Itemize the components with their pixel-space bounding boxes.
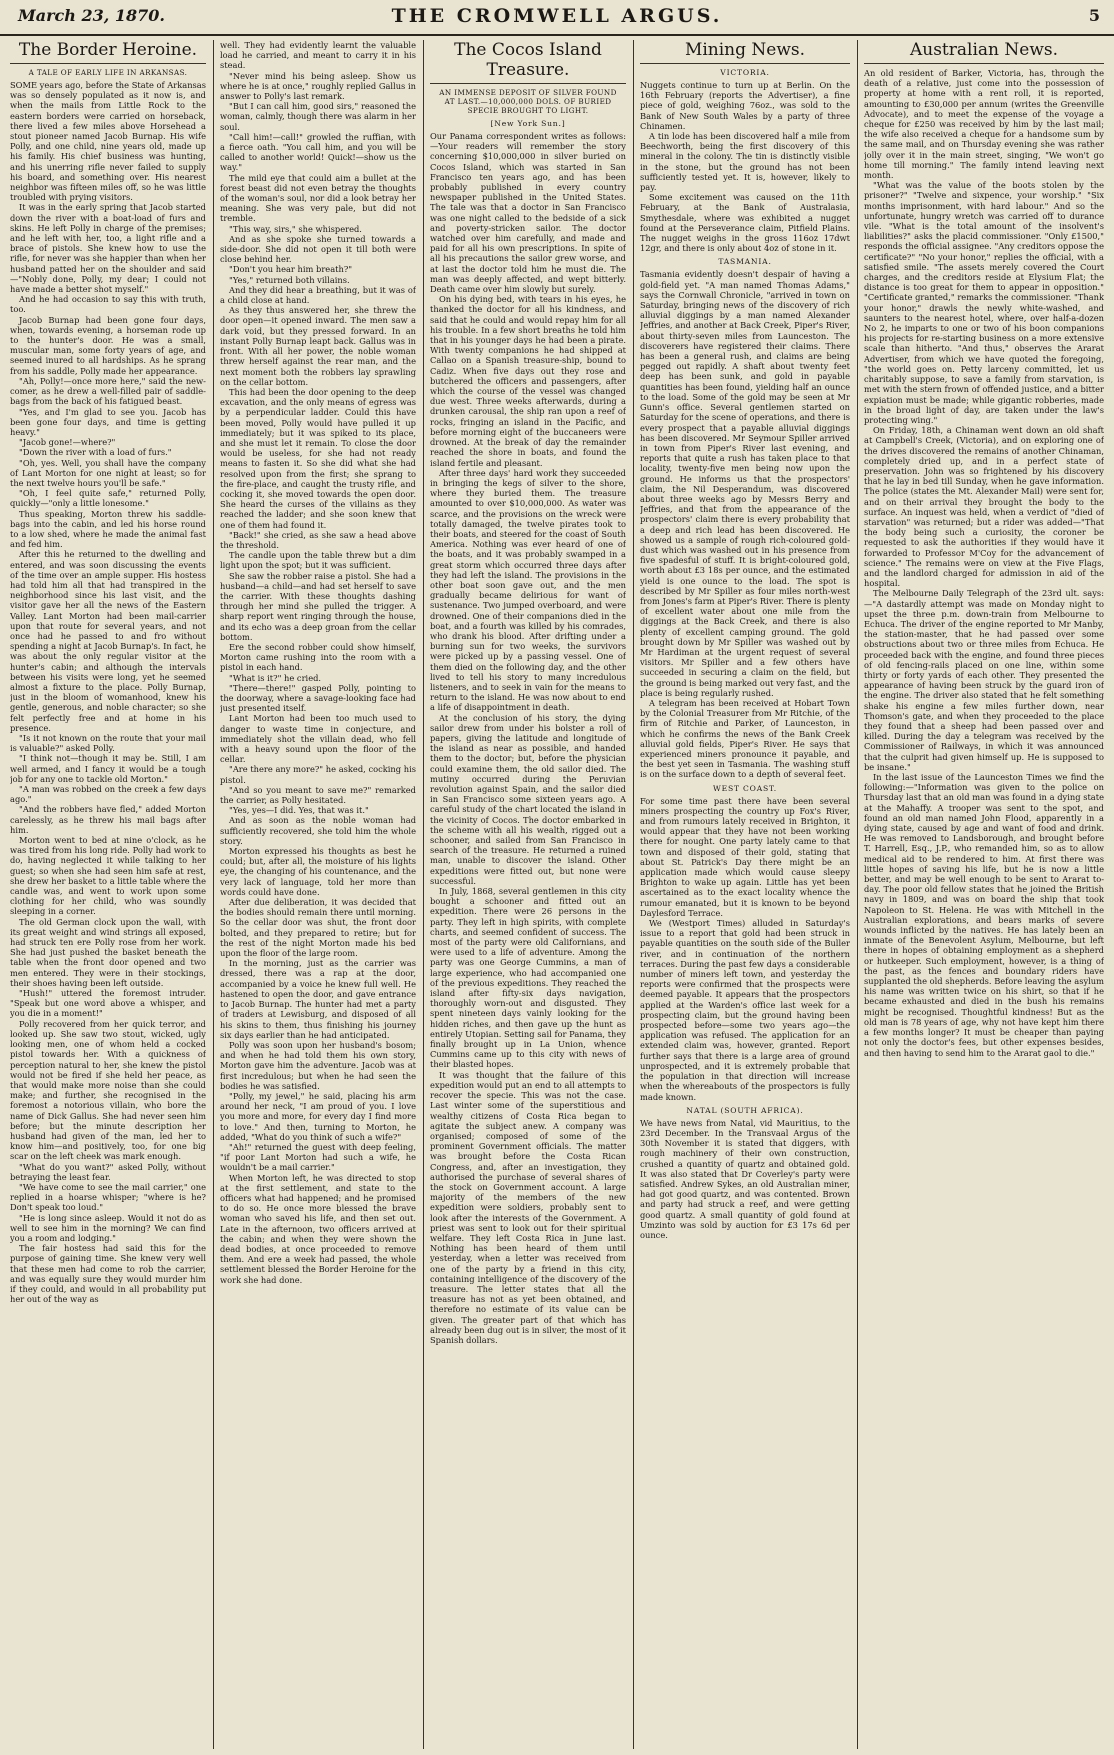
paragraph: This had been the door opening to the deep excavation, and the only means of egress was by a perpendicular ladder. Could this have been moved, Polly would have pulled it up immediately; but it was spiked to its place, and she must let it remain. To close the door would be useless, for she had not ready means to fasten it. So she did what she had resolved upon from the first; she sprang to the fire-place, and caught the trusty rifle, and cocking it, she moved towards the open door. She heard the curses of the villains as they reached the ladder; and she soon knew that one of them had found it.	[220, 386, 416, 530]
paragraph: We (Westport Times) alluded in Saturday's issue to a report that gold had been struck in payable quantities on the south side of the Buller river, and in continuation of the northern terraces. During the past few days a considerable number of miners left town, and yesterday the reports were confirmed that the prospects were deemed payable. It appears that the prospectors applied at the Warden's office last week for a prospecting claim, but the ground having been prospected before—some two years ago—the application was refused. The application for an extended claim was, however, granted. Report further says that there is a large area of ground unprospected, and it is extremely probable that the population in that direction will increase when the whereabouts of the prospectors is fully made known.	[640, 918, 850, 1102]
section-heading: WEST COAST.	[713, 783, 777, 793]
paragraph: As they thus answered her, she threw the door open—it opened inward. The men saw a dark void, but they pressed forward. In an instant Polly Burnap leapt back. Gallus was in front. With all her power, the noble woman threw herself against the rear man, and the next moment both the robbers lay sprawling on the cellar bottom.	[220, 305, 416, 387]
paragraph: In the last issue of the Launceston Times we find the following:—"Information was given to the police on Thursday last that an old man was found in a dying state at the Mahaffy. A trooper was sent to the spot, and found an old man named John Flood, apparently in a dying state, caused by age and want of food and drink. He was removed to Landsborough, and brought before T. Harrell, Esq., J.P., who remanded him, so as to allow medical aid to be rendered to him. At first there was little hopes of saving his life, but he is now a little better, and may be well enough to be sent to Ararat to-day. The poor old fellow states that he joined the British navy in 1809, and was on board the ship that took Napoleon to St. Helena. He was with Mitchell in the Australian explorations, and bears marks of severe wounds inflicted by the natives. He has lately been an inmate of the Benevolent Asylum, Melbourne, but left there in hopes of obtaining employment as a shepherd or hutkeeper. Such employment, however, is a thing of the past, as the fences and boundary riders have supplanted the old shepherds. Before leaving the asylum his name was written twice on his shirt, so that if he became exhausted and died in the bush his remains might be recognised. Thoughtful kindness! But as the old man is 78 years of age, why not have kept him there a few months longer? It must be cheaper than paying not only the doctor's fees, but other expenses besides, and then having to send him to the Ararat gaol to die."	[864, 772, 1104, 1058]
paragraph: In the morning, just as the carrier was dressed, there was a rap at the door, accompanied by a voice he knew full well. He hastened to open the door, and gave entrance to Jacob Burnap. The hunter had met a party of traders at Lewisburg, and disposed of all his skins to them, thus finishing his journey six days earlier than he had anticipated.	[220, 958, 416, 1040]
issue-date: March 23, 1870.	[18, 6, 165, 25]
section-heading: NATAL (SOUTH AFRICA).	[686, 1105, 804, 1115]
masthead	[0, 0, 1114, 36]
paragraph: "Back!" she cried, as she saw a head above the threshold.	[220, 529, 416, 550]
paragraph: After due deliberation, it was decided that the bodies should remain there until morning. So the cellar door was shut, the front door bolted, and they prepared to retire; but for the rest of the night Morton made his bed upon the floor of the large room.	[220, 897, 416, 959]
page-number: 5	[1088, 6, 1100, 25]
column-divider	[857, 40, 858, 1749]
paragraph: After this he returned to the dwelling and entered, and was soon discussing the events of the time over an ample supper. His hostess had told him all that had transpired in the neighborhood since his last visit, and the visitor gave her all the news of the Eastern Valley. Lant Morton had been mail-carrier upon that route for several years, and not once had he passed to and fro without spending a night at Jacob Burnap's. In fact, he was about the only regular visitor at the hunter's cabin; and although the intervals between his visits were long, yet he seemed almost a fixture to the place. Polly Burnap, just in the bloom of womanhood, knew his gentle, generous, and noble character; so she felt perfectly free and at home in his presence.	[10, 549, 206, 733]
paragraph: "What do you want?" asked Polly, without betraying the least fear.	[10, 1161, 206, 1182]
column-cocos-island	[430, 40, 626, 1749]
paragraph: "A man was robbed on the creek a few days ago."	[10, 784, 206, 805]
paragraph: Polly was soon upon her husband's bosom; and when he had told them his own story, Morton gave him the adventure. Jacob was at first incredulous; but when he had seen the bodies he was satisfied.	[220, 1039, 416, 1091]
column-border-heroine-continued	[220, 40, 416, 1749]
column-divider	[213, 40, 214, 1749]
paragraph: It was thought that the failure of this expedition would put an end to all attempts to recover the specie. This was not the case. Last winter some of the superstitious and wealthy citizens of Costa Rica began to agitate the subject anew. A company was organised; composed of some of the prominent Government officials. The matter was brought before the Costa Rican Congress, and, after an investigation, they authorised the purchase of several shares of the stock on Government account. A large majority of the members of the new expedition were soldiers, probably sent to look after the interests of the Government. A priest was sent to look out for their spiritual welfare. They left Costa Rica in June last. Nothing has been heard of them until yesterday, when a letter was received from one of the party by a friend in this city, containing intelligence of the discovery of the treasure. The letter states that all the treasure has not as yet been obtained, and therefore no estimate of its value can be given. The greater part of that which has already been dug out is in silver, the most of it Spanish dollars.	[430, 1069, 626, 1345]
paragraph: Morton went to bed at nine o'clock, as he was tired from his long ride. Polly had work to do, having neglected it while talking to her guest; so when she had seen him safe at rest, she drew her basket to a little table where the candle was, and went to work upon some clothing for her child, who was soundly sleeping in a corner.	[10, 835, 206, 917]
paragraph: When Morton left, he was directed to stop at the first settlement, and state to the officers what had happened; and he promised to do so. He once more blessed the brave woman who saved his life, and then set out. Late in the afternoon, two officers arrived at the cabin; and when they were shown the dead bodies, at once proceeded to remove them. And ere a week had passed, the whole settlement blessed the Border Heroine for the work she had done.	[220, 1172, 416, 1285]
paragraph: Polly recovered from her quick terror, and looked up. She saw two stout, wicked, ugly looking men, one of whom held a cocked pistol towards her. With a quickness of perception natural to her, she knew the pistol would not be fired if she held her peace, as that would make more noise than she could make; and further, she recognised in the foremost a notorious villain, who bore the name of Dick Gallus. She had never seen him before; but the minute description her husband had given of the man, led her to know him—and positively, too, for one big scar on the left cheek was mark enough.	[10, 1018, 206, 1162]
paragraph: And they did hear a breathing, but it was of a child close at hand.	[220, 284, 416, 306]
paragraph: "I think not—though it may be. Still, I am well armed, and I fancy it would be a tough job for any one to tackle old Morton."	[10, 753, 206, 784]
paragraph: The fair hostess had said this for the purpose of gaining time. She knew very well that these men had come to rob the carrier, and was equally sure they would murder him if they could, and would in all probability put her out of the way as	[10, 1243, 206, 1305]
paragraph: "This way, sirs," she whispered.	[229, 223, 362, 234]
column-australian-news	[864, 40, 1104, 1749]
section-heading: VICTORIA.	[720, 68, 770, 77]
paragraph: Thus speaking, Morton threw his saddle-bags into the cabin, and led his horse round to a low shed, where he made the animal fast and fed him.	[10, 508, 206, 550]
paragraph: "Don't you hear him breath?"	[229, 264, 353, 275]
paragraph: The old German clock upon the wall, with its great weight and wind strings all exposed, had struck ten ere Polly rose from her work. She had just pushed the basket beneath the table when the front door opened and two men entered. They were in their stockings, their shoes having been left outside.	[10, 916, 206, 988]
paragraph: It was in the early spring that Jacob started down the river with a boat-load of furs and skins. He left Polly in charge of the premises; and he left with her, too, a light rifle and a brace of pistols. She knew how to use the rifle, for never was she happier than when her husband patted her on the shoulder and said—"Nobly done, Polly, my dear; I could not have made a better shot myself."	[10, 202, 206, 295]
paragraph: "Polly, my jewel," he said, placing his arm around her neck, "I am proud of you. I love you more and more, for every day I find more to love." And then, turning to Morton, he added, "What do you think of such a wife?"	[220, 1090, 416, 1142]
paragraph: "But I can call him, good sirs," reasoned the woman, calmly, though there was alarm in her soul.	[220, 101, 416, 132]
paragraph: Some excitement was caused on the 11th February, at the Bank of Australasia, Smythesdale, where was exhibited a nugget found at the Perseverance claim, Pitfield Plains. The nugget weighs in the gross 116oz 17dwt 12gr, and there is only about 4oz of stone in it.	[640, 192, 850, 254]
column-border-heroine	[10, 40, 206, 1749]
paragraph: "What is it?" he cried.	[229, 672, 322, 683]
column-divider	[633, 40, 634, 1749]
paragraph: On Friday, 18th, a Chinaman went down an old shaft at Campbell's Creek, (Victoria), and on exploring one of the drives discovered the remains of another Chinaman, completely dried up, and in a perfect state of preservation. John was so frightened by his discovery that he lay in bed till Sunday, when he gave information. The police (states the Mt. Alexander Mail) were sent for, and on their arrival they brought the body to the surface. An inquest was held, when a verdict of "died of starvation" was returned; but a rider was added—"That the body being such a curiosity, the coroner be requested to ask the authorities if they would have it forwarded to Professor M'Coy for the advancement of science." The remains were on view at the Five Flags, and the landlord charged for admission in aid of the hospital.	[864, 425, 1104, 589]
paragraph: "Hush!" uttered the foremost intruder. "Speak but one word above a whisper, and you die in a moment!"	[10, 988, 206, 1019]
paragraph: A tin lode has been discovered half a mile from Beechworth, being the first discovery of this mineral in the colony. The tin is distinctly visible in the stone, but the ground has not been sufficiently tested yet. It is, however, likely to pay.	[640, 131, 850, 193]
paragraph: "Yes, yes—I did. Yes, that was it."	[229, 805, 369, 816]
article-body	[220, 40, 416, 1285]
paragraph: "Ah, Polly!—once more here," said the new-comer, as he drew a well-filled pair of saddle-bags from the back of his fatigued beast.	[10, 375, 206, 407]
paragraph: "Ah!" returned the guest with deep feeling, "if poor Lant Morton had such a wife, he wouldn't be a mail carrier."	[220, 1141, 416, 1173]
paragraph: "He is long since asleep. Would it not do as well to see him in the morning? We can find you a room and lodging."	[10, 1212, 206, 1243]
paragraph: "Oh, I feel quite safe," returned Polly, quickly—"only a little lonesome."	[10, 488, 206, 509]
paragraph: Our Panama correspondent writes as follows:—Your readers will remember the story concerning $10,000,000 in silver buried on Cocos Island, which was started in San Francisco ten years ago, and has been probably published in every country newspaper published in the United States. The tale was that a doctor in San Francisco was one night called to the bedside of a sick and poverty-stricken sailor. The doctor watched over him carefully, and made and paid for all his own prescriptions. In spite of all his precautions the sailor grew worse, and at last the doctor told him he must die. The man was deeply affected, and wept bitterly. Death came over him slowly but surely.	[430, 131, 626, 295]
paragraph: Morton expressed his thoughts as best he could; but, after all, the moisture of his lights eye, the changing of his countenance, and the very lack of language, told her more than words could have done.	[220, 846, 416, 897]
article-subheading: AN IMMENSE DEPOSIT OF SILVER FOUND AT LAST.—10,000,000 DOLS. OF BURIED SPECIE BROUGHT TO LIGHT.	[439, 88, 617, 115]
column-mining-news	[640, 40, 850, 1749]
paragraph: And as she spoke she turned towards a side-door. She did not open it till both were close behind her.	[220, 233, 416, 265]
paragraph: "Yes," returned both villains.	[229, 274, 350, 285]
paragraph: The candle upon the table threw but a dim light upon the spot; but it was sufficient.	[220, 550, 416, 571]
article-heading: Mining News.	[640, 40, 850, 64]
paragraph: "And so you meant to save me?" remarked the carrier, as Polly hesitated.	[220, 784, 416, 806]
paragraph: Tasmania evidently doesn't despair of having a gold-field yet. "A man named Thomas Adams," says the Cornwall Chronicle, "arrived in town on Saturday, bringing news of the discovery of rich alluvial diggings by a man named Alexander Jeffries, and another at Back Creek, Piper's River, about thirty-seven miles from Launceston. The discoverers have registered their claims. There has been a general rush, and claims are being pegged out rapidly. A shaft about twenty feet deep has been sunk, and gold in payable quantities has been found, yielding half an ounce to the load. Some of the gold may be seen at Mr Gunn's office. Several gentlemen started on Saturday for the scene of operations, and there is every prospect that a payable alluvial diggings has been discovered. Mr Seymour Spiller arrived in town from Piper's River last evening, and reports that quite a rush has taken place to that locality, twenty-five men being now upon the ground. He informs us that the prospectors' claim, the Nil Desperandum, was discovered about three weeks ago by Messrs Berry and Jeffries, and that from the appearance of the prospectors' claim there is every probability that a deep and rich lead has been discovered. He showed us a sample of rough rich-coloured gold-dust which was washed out in his presence from five spadesful of stuff. It is bright-coloured gold, worth about £3 18s per ounce, and the estimated yield is one ounce to the load. The spot is described by Mr Spiller as four miles north-west from Jones's farm at Piper's River. There is plenty of excellent water about one mile from the diggings at the Back Creek, and there is also plenty of excellent camping ground. The gold brought down by Mr Spiller was washed out by Mr Hardiman at the urgent request of several visitors. Mr Spiller and a few others have succeeded in securing a claim on the field, but the ground is being marked out very fast, and the place is being regularly rushed.	[640, 269, 850, 698]
paragraph: "What was the value of the boots stolen by the prisoner?" "Twelve and sixpence, your worship." "Six months imprisonment, with hard labour." And so the unfortunate, hungry wretch was carried off to durance vile. "What is the total amount of the insolvent's liabilities?" asks the placid commissioner. "Only £1500," responds the official assignee. "Any creditors oppose the certificate?" "No your honor," replies the official, with a satisfied smile. "The assets merely covered the Court charges, and the creditors reside at Elysium Flat; the distance is too great for them to appear in opposition." "Certificate granted," remarks the commissioner. "Thank your honor," drawls the newly white-washed, and saunters to the nearest hotel, where, over half-a-dozen No 2, he imparts to one or two of his boon companions his projects for re-starting business on a more extensive scale than hitherto. "And thus," observes the Ararat Advertiser, from which we have quoted the foregoing, "the world goes on. Petty larceny committed, let us charitably suppose, to save a family from starvation, is met with the stern frown of offended justice, and a bitter expiation must be made; while gigantic robberies, made in the broad light of day, are taken under the law's protecting wing."	[864, 180, 1104, 425]
paragraph: At the conclusion of his story, the dying sailor drew from under his bolster a roll of papers, giving the latitude and longitude of the island as near as possible, and handed them to the doctor; but, before the physician could examine them, the old sailor died. The mutiny occurred during the Peruvian revolution against Spain, and the sailor died in San Francisco some sixteen years ago. A careful study of the chart located the island in the vicinity of Cocos. The doctor embarked in the scheme with all his wealth, rigged out a schooner, and sailed from San Francisco in search of the treasure. He returned a ruined man, unable to discover the island. Other expeditions were fitted out, but none were successful.	[430, 712, 626, 886]
article-body	[10, 80, 206, 1304]
paragraph: On his dying bed, with tears in his eyes, he thanked the doctor for all his kindness, and said that he could and would repay him for all his trouble. In a few short breaths he told him that in his younger days he had been a pirate. With twenty companions he had shipped at Callao on a Spanish treasure-ship, bound to Cadiz. When five days out they rose and butchered the officers and passengers, after which the course of the vessel was changed due west. Three weeks afterwards, during a drunken carousal, the ship ran upon a reef of rocks, fringing an island in the Pacific, and before morning eight of the buccaneers were drowned. At the break of day the remainder reached the shore in boats, and found the island fertile and pleasant.	[430, 294, 626, 468]
paragraph: She saw the robber raise a pistol. She had a husband—a child—and had set herself to save the carrier. With these thoughts dashing through her mind she pulled the trigger. A sharp report went ringing through the house, and its echo was a deep groan from the cellar bottom.	[220, 570, 416, 642]
paragraph: "There—there!" gasped Polly, pointing to the doorway, where a savage-looking face had just presented itself.	[220, 682, 416, 714]
paragraph: For some time past there have been several miners prospecting the country up Fox's River, and from rumours lately received in Brighton, it would appear that they have not been working there for nought. One party lately came to that town and disposed of their gold, stating that about St. Patrick's Day there might be an application made which would cause sleepy Brighton to wake up again. Little has yet been ascertained as to the exact locality whence the rumour emanated, but it is known to be beyond Daylesford Terrace.	[640, 795, 850, 918]
article-heading: The Border Heroine.	[10, 40, 206, 64]
paragraph: We have news from Natal, vid Mauritius, to the 23rd December. In the Transvaal Argus of the 30th November it is stated that diggers, with rough machinery of their own construction, crushed a quantity of quartz and obtained gold. It was also stated that Dr Coverley's party were satisfied. Andrew Sykes, an old Australian miner, had got good quartz, and was contented. Brown and party had struck a reef, and were getting good quartz. A small quantity of gold found at Umzinto was sold by auction for £3 17s 6d per ounce.	[640, 1117, 850, 1240]
newspaper-title: THE CROMWELL ARGUS.	[391, 5, 723, 27]
paragraph: In July, 1868, several gentlemen in this city bought a schooner and fitted out an expedition. There were 26 persons in the party. They left in high spirits, with complete charts, and seemed confident of success. The most of the party were old Californians, and were used to a life of adventure. Among the party was one George Cummins, a man of large experience, who had accompanied one of the previous expeditions. They reached the island after fifty-six days navigation, thoroughly worn-out and disgusted. They spent nineteen days vainly looking for the hidden riches, and then gave up the hunt as entirely Utopian. Setting sail for Panama, they finally brought up in La Union, whence Cummins came up to this city with news of their blasted hopes.	[430, 886, 626, 1070]
paragraph: "Jacob gone!—where?"	[19, 437, 116, 448]
paragraph: After three days' hard work they succeeded in bringing the kegs of silver to the shore, where they buried them. The treasure amounted to over $10,000,000. As water was scarce, and the provisions on the wreck were totally damaged, the twelve pirates took to their boats, and steered for the coast of South America. Nothing was ever heard of one of the boats, and it was probably swamped in a great storm which occurred three days after they had left the island. The provisions in the other boat soon gave out, and the men gradually became delirious for want of sustenance. Two jumped overboard, and were drowned. One of their companions died in the boat, and a fourth was killed by his comrades, who drank his blood. After drifting under a burning sun for two weeks, the survivors were picked up by a passing vessel. One of them died on the following day, and the other lived to tell his story to many incredulous listeners, and to seek in vain for the means to return to the island. He was now about to end a life of disappointment in death.	[430, 467, 626, 713]
mining-sections	[640, 68, 850, 1240]
paragraph: "Down the river with a load of furs."	[19, 447, 172, 458]
paragraph: Lant Morton had been too much used to danger to waste time in conjecture, and immediately shot the villain dead, who fell with a heavy sound upon the floor of the cellar.	[220, 713, 416, 765]
paragraph: "Yes, and I'm glad to see you. Jacob has been gone four days, and time is getting heavy."	[10, 406, 206, 437]
paragraph: Jacob Burnap had been gone four days, when, towards evening, a horseman rode up to the hunter's door. He was a small, muscular man, some forty years of age, and seemed inured to all hardships. As he sprang from his saddle, Polly made her appearance.	[10, 314, 206, 376]
paragraph: Ere the second robber could show himself, Morton came rushing into the room with a pistol in each hand.	[220, 641, 416, 673]
article-subheading: A TALE OF EARLY LIFE IN ARKANSAS.	[28, 68, 188, 77]
article-heading: Australian News.	[864, 40, 1104, 64]
paragraph: SOME years ago, before the State of Arkansas was so densely populated as it now is, and when the mails from Little Rock to the eastern borders were carried on horseback, there lived a few miles above Horsehead a stout pioneer named Jacob Burnap. His wife Polly, and one child, nine years old, made up his family. His chief business was hunting, and his unerring rifle never failed to supply his board, and something over. His nearest neighbor was fifteen miles off, so he was little troubled with prying visitors.	[10, 80, 206, 203]
article-heading: The Cocos Island Treasure.	[430, 40, 626, 84]
article-body	[430, 131, 626, 1345]
paragraph: An old resident of Barker, Victoria, has, through the death of a relative, just come into the possession of property at home with a rent roll, it is reported, amounting to £30,000 per annum (writes the Greenville Advocate), and to meet the expense of the voyage a cheque for £250 was received by him by the last mail; the wife also received a cheque for a handsome sum by the same mail, and on Thursday evening she was rather jolly over it in the main street, singing, "We won't go home till morning." The family intend leaving next month.	[864, 68, 1104, 181]
paragraph: The Melbourne Daily Telegraph of the 23rd ult. says:—"A dastardly attempt was made on Monday night to upset the three p.m. down-train from Melbourne to Echuca. The driver of the engine reported to Mr Manby, the station-master, that he had passed over some obstructions about two or three miles from Echuca. He proceeded back with the engine, and found three pieces of old fencing-rails placed on one line, within some thirty or forty yards of each other. They presented the appearance of having been struck by the guard iron of the engine. The driver also stated that he felt something shake his engine a few miles further down, near Thomson's gate, and when they proceeded to the place they found that a sheep had been passed over and killed. During the day a telegram was received by the Commissioner of Railways, in which it was announced that the culprit had given himself up. He is supposed to be insane."	[864, 588, 1104, 772]
article-source: [New York Sun.]	[490, 119, 566, 128]
paragraph: And he had occasion to say this with truth, too.	[10, 294, 206, 315]
paragraph: The mild eye that could aim a bullet at the forest beast did not even betray the thoughts of the woman's soul, nor did a look betray her meaning. She was very pale, but did not tremble.	[220, 172, 416, 224]
paragraph: "We have come to see the mail carrier," one replied in a hoarse whisper; "where is he? Don't speak too loud."	[10, 1181, 206, 1213]
paragraph: well. They had evidently learnt the valuable load he carried, and meant to carry it in his stead.	[220, 40, 416, 71]
paragraph: "Is it not known on the route that your mail is valuable?" asked Polly.	[10, 733, 206, 754]
article-body	[864, 68, 1104, 1058]
paragraph: And as soon as the noble woman had sufficiently recovered, she told him the whole story.	[220, 815, 416, 846]
paragraph: "Never mind his being asleep. Show us where he is at once," roughly replied Gallus in answer to Polly's last remark.	[220, 70, 416, 102]
paragraph: "Oh, yes. Well, you shall have the company of Lant Morton for one night at least; so for the next twelve hours you'll be safe."	[10, 457, 206, 488]
paragraph: A telegram has been received at Hobart Town by the Colonial Treasurer from Mr Ritchie, of the firm of Ritchie and Parker, of Launceston, in which he confirms the news of the Bank Creek alluvial gold fields, Piper's River. He says that experienced miners pronounce it payable, and the best yet seen in Tasmania. The washing stuff is on the surface down to a depth of several feet.	[640, 697, 850, 780]
section-heading: TASMANIA.	[718, 257, 772, 267]
paragraph: "And the robbers have fled," added Morton carelessly, as he threw his mail bags after him.	[10, 804, 206, 835]
paragraph: "Call him!—call!" growled the ruffian, with a fierce oath. "You call him, and you will be called to another world! Quick!—show us the way."	[220, 131, 416, 173]
paragraph: Nuggets continue to turn up at Berlin. On the 16th February (reports the Advertiser), a fine piece of gold, weighing 76oz., was sold to the Bank of New South Wales by a party of three Chinamen.	[640, 80, 850, 131]
paragraph: "Are there any more?" he asked, cocking his pistol.	[220, 764, 416, 785]
column-divider	[423, 40, 424, 1749]
